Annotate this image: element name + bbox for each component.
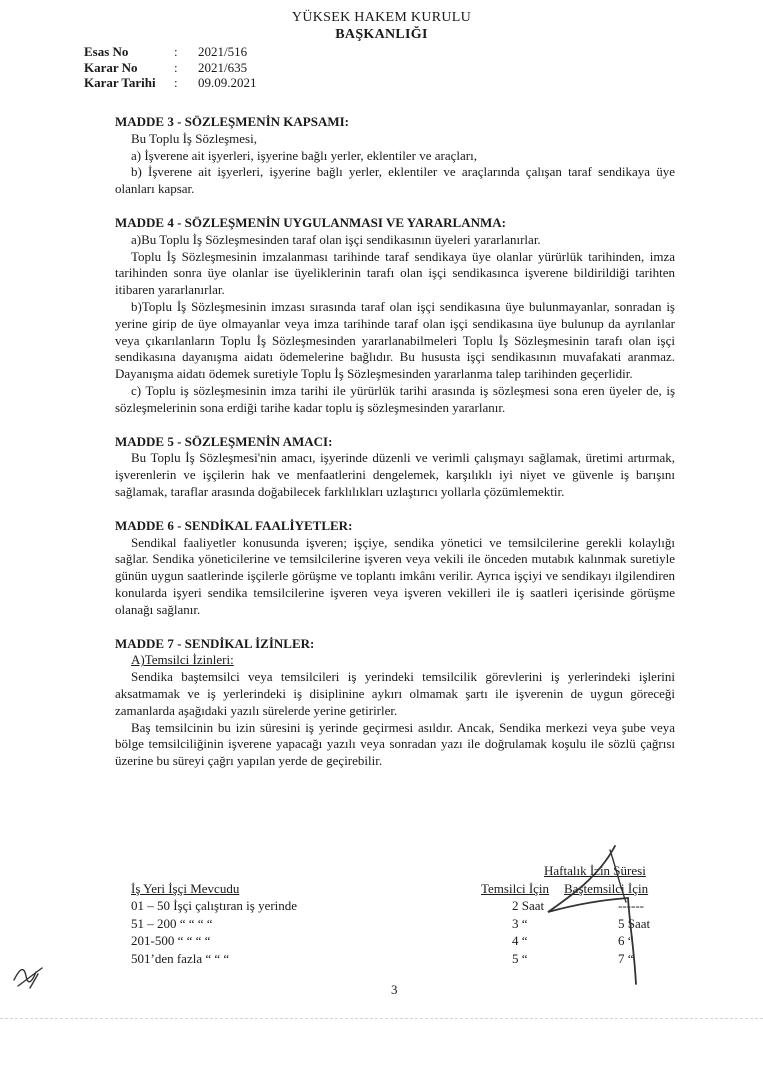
table-cell: 5 “ <box>512 950 528 966</box>
article-3-paragraph: Bu Toplu İş Sözleşmesi, <box>131 130 257 146</box>
article-5-title: MADDE 5 - SÖZLEŞMENİN AMACI: <box>115 433 333 449</box>
table-col-header: Temsilci İçin <box>481 880 550 896</box>
table-cell: 201-500 “ “ “ “ <box>131 933 211 948</box>
meta-value: 2021/635 <box>198 59 248 75</box>
article-4-paragraph: b)Toplu İş Sözleşmesinin imzası sırasında taraf olan işçi sendikasına üye bulunmayanlar, sonradan iş yerine girip de üye olmayanlar veya imza tarihinde taraf olan işçi sendikasına üye bulunup da ayrılanlar veya çıkarılanların Toplu İş Sözleşmesinden yararlanabilmeleri Toplu İş Sözleşmesinin tarafı olan işçi sendikasına dayanışma aidatı ödemelerine bağlıdır. Bu hususta işçi sendikasının muvafakati aranmaz. Dayanışma aidatı ödemek suretiyle Toplu İş Sözleşmesinden yararlanma talep tarihinden geçerlidir. <box>115 298 675 382</box>
meta-sep: : <box>174 44 178 59</box>
table-cell: 51 – 200 “ “ “ “ <box>131 915 213 931</box>
signature-scribble <box>540 838 650 988</box>
table-cell: 7 “ <box>618 950 634 966</box>
article-4-paragraph: Toplu İş Sözleşmesinin imzalanması tarihinde taraf sendikaya üye olanlar yürürlük tarihinden, imza tarihinden sonra üye olanlar ise üyeliklerinin tarafı olan işçi sendikasınca işverene bildirildiği tarihten itibaren yararlanırlar. <box>115 248 675 298</box>
article-4-paragraph: a)Bu Toplu İş Sözleşmesinden taraf olan işçi sendikasının üyeleri yararlanırlar. <box>131 231 541 247</box>
table-cell: 3 “ <box>512 915 528 931</box>
article-6-title: MADDE 6 - SENDİKAL FAALİYETLER: <box>115 517 353 533</box>
institution-name: YÜKSEK HAKEM KURULU <box>291 10 472 25</box>
meta-value: 09.09.2021 <box>198 75 257 90</box>
article-7-paragraph: Baş temsilcinin bu izin süresini iş yerinde geçirmesi asıldır. Ancak, Sendika merkezi veya şube veya bölge temsilciliğinin işverene yapacağı yazılı veya sonradan yazı ile doğrulamak koşulu ile sözlü çağrısı üzerine bu süreyi çağrı yapılan yerde de geçirebilir. <box>115 719 675 769</box>
article-3-paragraph: b) İşverene ait işyerleri, işyerine bağlı yerler, eklentiler ve araçlarında çalışan taraf sendikaya üye olanları kapsar. <box>115 164 675 197</box>
table-cell: 501’den fazla “ “ “ <box>131 950 230 966</box>
meta-row <box>84 60 257 76</box>
article-7-subtitle: A)Temsilci İzinleri: <box>131 652 234 668</box>
article-5-paragraph: Bu Toplu İş Sözleşmesi'nin amacı, işyerinde düzenli ve verimli çalışmayı sağlamak, üretimi artırmak, işverenlerin ve işçilerin hak ve menfaatlerini dengelemek, karşılıklı iyi niyet ve güvenle iş barışını sağlamak, taraflar arasında doğabilecek farklılıkları uzlaştırıcı yollarla çözümlemektir. <box>115 450 675 499</box>
article-7-title: MADDE 7 - SENDİKAL İZİNLER: <box>115 635 315 651</box>
table-cell: 6 “ <box>618 933 634 948</box>
meta-label: Karar Tarihi <box>84 75 156 90</box>
table-group-header: Haftalık İzin Süresi <box>544 863 646 878</box>
page-number: 3 <box>391 982 398 997</box>
meta-label: Karar No <box>84 59 138 75</box>
meta-label: Esas No <box>84 44 129 59</box>
case-meta <box>84 44 257 91</box>
initials-scribble <box>8 960 48 994</box>
document-body <box>115 114 675 770</box>
table-cell: 01 – 50 İşçi çalıştıran iş yerinde <box>131 898 298 913</box>
article-4-paragraph: c) Toplu iş sözleşmesinin imza tarihi ile yürürlük tarihi arasında iş sözleşmesi sona eren üyeler de, iş sözleşmelerinin sona erdiği tarihe kadar toplu iş sözleşmesinden yararlanır. <box>115 382 675 415</box>
table-cell: 5 Saat <box>618 915 651 931</box>
article-4-title: MADDE 4 - SÖZLEŞMENİN UYGULANMASI VE YARARLANMA: <box>115 214 506 230</box>
meta-row <box>84 44 257 60</box>
meta-value: 2021/516 <box>198 44 248 59</box>
article-3-paragraph: a) İşverene ait işyerleri, işyerine bağlı yerler, eklentiler ve araçları, <box>131 147 477 163</box>
article-7-paragraph: Sendika baştemsilci veya temsilcileri iş yerindeki temsilcilik görevlerini iş yerlerindeki işlerini aksatmamak ve iş yerlerindeki iş disiplinine aykırı olmamak şartı ile işverenin de uygun göreceği zamanlarda aşağıdaki yazılı sürelerde yerine getirirler. <box>115 669 675 718</box>
table-cell: ------ <box>618 898 644 913</box>
table-col-header: İş Yeri İşçi Mevcudu <box>131 880 240 896</box>
scan-divider <box>0 1018 763 1020</box>
institution-subtitle: BAŞKANLIĞI <box>335 27 428 42</box>
meta-sep: : <box>174 59 178 75</box>
article-6-paragraph: Sendikal faaliyetler konusunda işveren; işçiye, sendika yönetici ve temsilcilerine gerekli kolaylığı sağlar. Sendika yöneticilerine ve temsilcilerine işveren veya vekili ile önceden mutabık kalınmak suretiyle günün uygun saatlerinde işçilerle görüşme ve toplantı imkânı verilir. Ayrıca işçiyi ve sendikayı ilgilendiren konularda işyeri sendika temsilcilerine işveren veya işveren vekilleri ile iş saatleri içerisinde görüşme olanağı sağlanır. <box>115 534 675 617</box>
table-cell: 2 Saat <box>512 898 545 913</box>
table-col-header: Baştemsilci İçin <box>564 880 649 896</box>
article-3-title: MADDE 3 - SÖZLEŞMENİN KAPSAMI: <box>115 114 350 129</box>
meta-sep: : <box>174 75 178 90</box>
table-cell: 4 “ <box>512 933 528 948</box>
meta-row <box>84 75 257 91</box>
